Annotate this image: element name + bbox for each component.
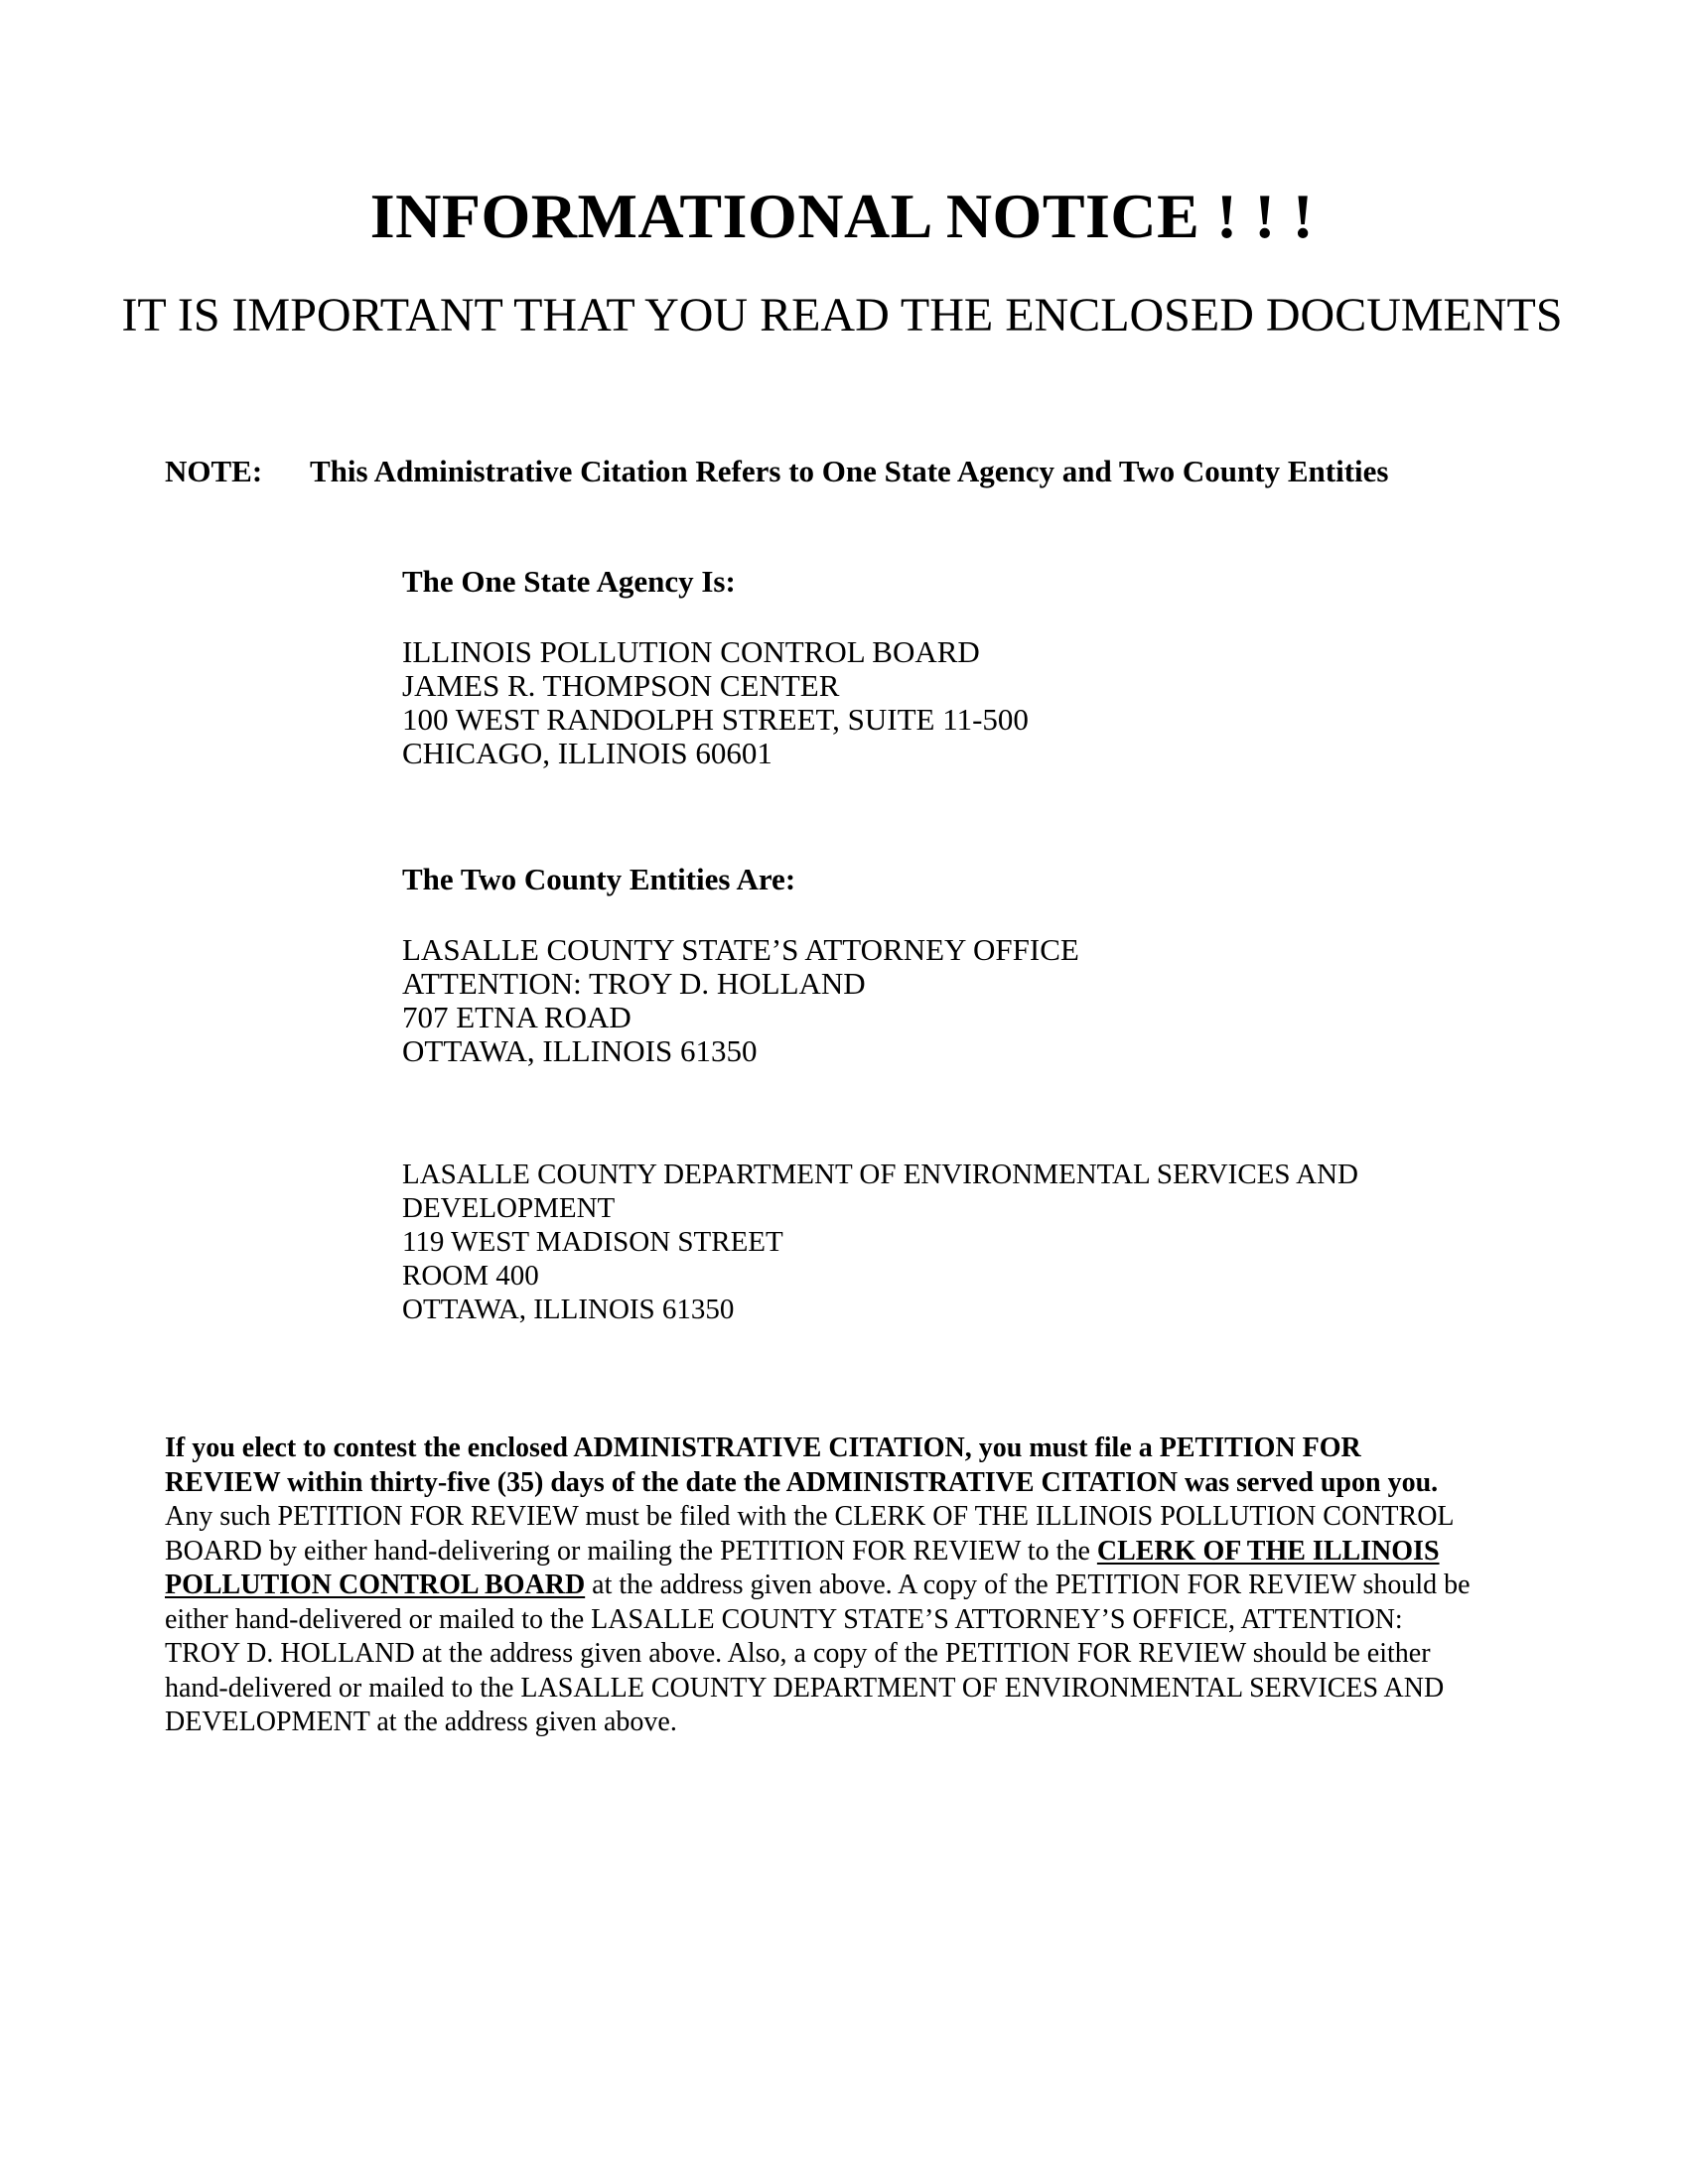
paragraph-text: at the address given above. A copy of the PETITION FOR REVIEW should be <box>585 1570 1471 1600</box>
state-agency-address <box>402 635 1029 770</box>
instructions-paragraph <box>165 1432 1575 1740</box>
board-underlined-text: POLLUTION CONTROL BOARD <box>165 1570 586 1600</box>
paragraph-line: Any such PETITION FOR REVIEW must be filed with the CLERK OF THE ILLINOIS POLLUTION CONTROL <box>165 1501 1455 1532</box>
note-line <box>165 452 1388 491</box>
paragraph-line: either hand-delivered or mailed to the LASALLE COUNTY STATE’S ATTORNEY’S OFFICE, ATTENTION: <box>165 1603 1403 1635</box>
address-line: LASALLE COUNTY DEPARTMENT OF ENVIRONMENTAL SERVICES AND <box>402 1159 1358 1190</box>
address-line: ATTENTION: TROY D. HOLLAND <box>402 966 866 1001</box>
address-line: ILLINOIS POLLUTION CONTROL BOARD <box>402 634 980 669</box>
address-line: CHICAGO, ILLINOIS 60601 <box>402 736 772 770</box>
paragraph-line: If you elect to contest the enclosed ADMINISTRATIVE CITATION, you must file a PETITION FOR <box>165 1433 1361 1463</box>
address-line: OTTAWA, ILLINOIS 61350 <box>402 1294 735 1325</box>
address-line: ROOM 400 <box>402 1260 539 1292</box>
address-line: 707 ETNA ROAD <box>402 1000 632 1034</box>
address-line: 119 WEST MADISON STREET <box>402 1226 783 1258</box>
paragraph-line: DEVELOPMENT at the address given above. <box>165 1706 677 1737</box>
paragraph-line: TROY D. HOLLAND at the address given above. Also, a copy of the PETITION FOR REVIEW should be either <box>165 1638 1431 1669</box>
address-line: 100 WEST RANDOLPH STREET, SUITE 11-500 <box>402 702 1029 737</box>
address-line: LASALLE COUNTY STATE’S ATTORNEY OFFICE <box>402 932 1079 967</box>
paragraph-line: hand-delivered or mailed to the LASALLE COUNTY DEPARTMENT OF ENVIRONMENTAL SERVICES AND <box>165 1672 1445 1704</box>
note-label: NOTE: <box>165 454 263 488</box>
address-line: DEVELOPMENT <box>402 1192 616 1224</box>
paragraph-line <box>165 1569 1575 1603</box>
notice-subtitle: IT IS IMPORTANT THAT YOU READ THE ENCLOSED DOCUMENTS <box>121 289 1563 341</box>
county-entity-1-address <box>402 933 1079 1068</box>
notice-title: INFORMATIONAL NOTICE ! ! ! <box>369 181 1315 251</box>
county-entity-2-address <box>402 1158 1358 1326</box>
state-agency-heading: The One State Agency Is: <box>402 564 736 599</box>
address-line: OTTAWA, ILLINOIS 61350 <box>402 1033 758 1068</box>
county-entities-heading: The Two County Entities Are: <box>402 862 796 896</box>
clerk-underlined-text: CLERK OF THE ILLINOIS <box>1096 1535 1440 1567</box>
address-line: JAMES R. THOMPSON CENTER <box>402 668 840 703</box>
paragraph-line: REVIEW within thirty-five (35) days of the date the ADMINISTRATIVE CITATION was served upon you. <box>165 1466 1439 1498</box>
paragraph-line <box>165 1535 1575 1570</box>
note-text: This Administrative Citation Refers to One State Agency and Two County Entities <box>310 454 1389 488</box>
paragraph-text: BOARD by either hand-delivering or mailing the PETITION FOR REVIEW to the <box>165 1535 1097 1567</box>
